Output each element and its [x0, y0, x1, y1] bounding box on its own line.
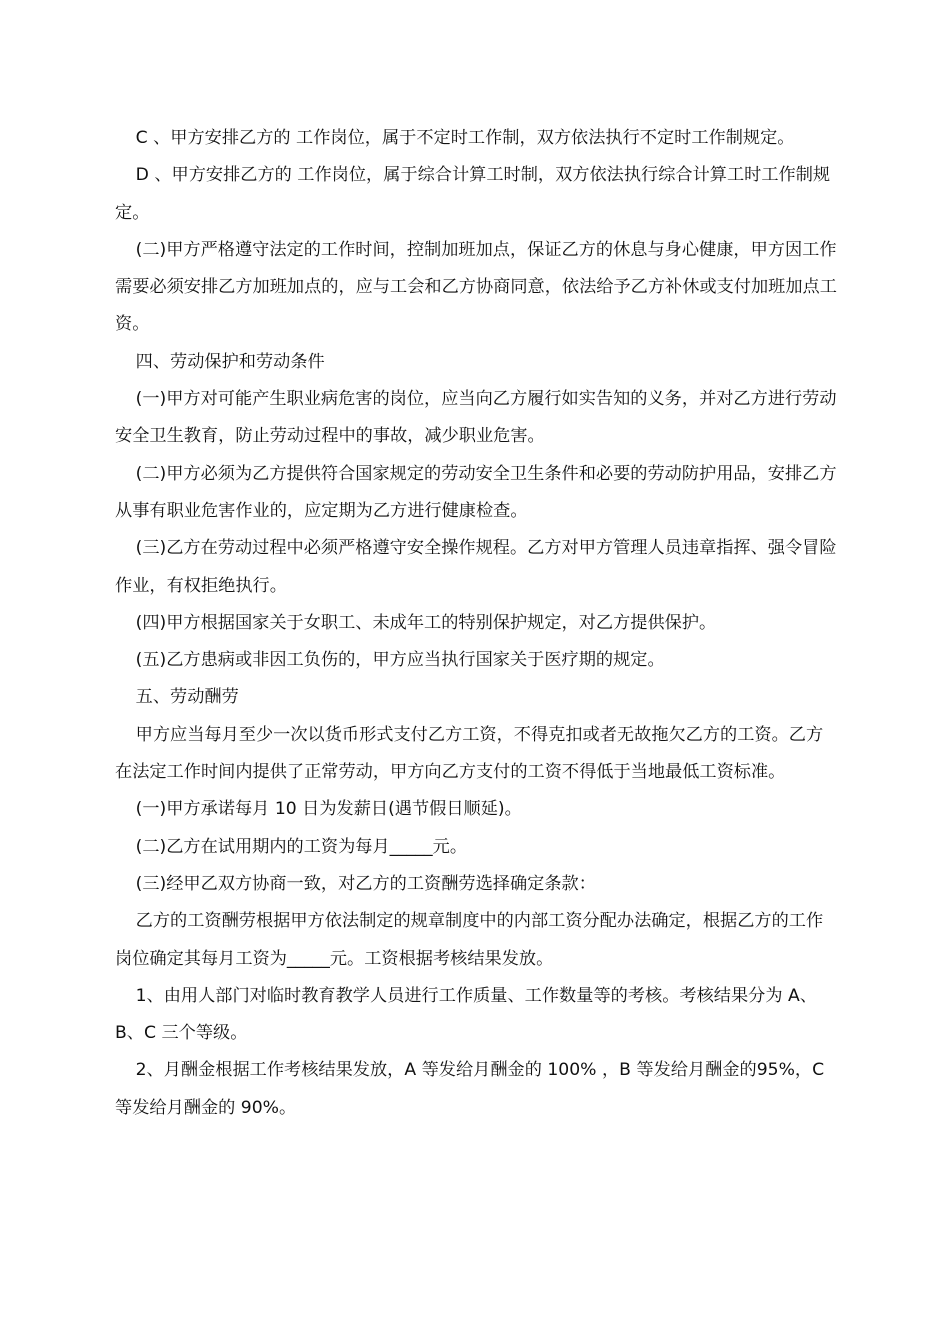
- paragraph-wage-clause: (三)经甲乙双方协商一致，对乙方的工资酬劳选择确定条款：: [135, 873, 596, 894]
- paragraph-payday: (一)甲方承诺每月 10 日为发薪日(遇节假日顺延)。: [135, 799, 522, 820]
- paragraph-overtime: (二)甲方严格遵守法定的工作时间，控制加班加点，保证乙方的休息与身心健康，甲方因工作需要必须安排乙方加班加点的，应与工会和乙方协商同意，依法给予乙方补休或支付加班加点工资。: [115, 239, 837, 335]
- paragraph-probation-wage: (二)乙方在试用期内的工资为每月_____元。: [135, 836, 468, 857]
- document-body: [115, 120, 840, 1127]
- paragraph-pay-grades: 2、月酬金根据工作考核结果发放，A 等发给月酬金的 100% ，B 等发给月酬金的95%，C 等发给月酬金的 90%。: [115, 1060, 825, 1118]
- paragraph-protection-2: (二)甲方必须为乙方提供符合国家规定的劳动安全卫生条件和必要的劳动防护用品，安排乙方从事有职业危害作业的，应定期为乙方进行健康检查。: [115, 463, 837, 521]
- paragraph-protection-1: (一)甲方对可能产生职业病危害的岗位，应当向乙方履行如实告知的义务，并对乙方进行劳动安全卫生教育，防止劳动过程中的事故，减少职业危害。: [115, 389, 837, 447]
- paragraph-assessment: 1、由用人部门对临时教育教学人员进行工作质量、工作数量等的考核。考核结果分为 A、B、C 三个等级。: [115, 985, 817, 1044]
- paragraph-protection-5: (五)乙方患病或非因工负伤的，甲方应当执行国家关于医疗期的规定。: [135, 650, 665, 671]
- paragraph-clause-d: D 、甲方安排乙方的 工作岗位，属于综合计算工时制，双方依法执行综合计算工时工作制规定。: [115, 165, 831, 223]
- paragraph-protection-3: (三)乙方在劳动过程中必须严格遵守安全操作规程。乙方对甲方管理人员违章指挥、强令冒险作业，有权拒绝执行。: [115, 538, 837, 596]
- paragraph-wage-payment: 甲方应当每月至少一次以货币形式支付乙方工资，不得克扣或者无故拖欠乙方的工资。乙方在法定工作时间内提供了正常劳动，甲方向乙方支付的工资不得低于当地最低工资标准。: [115, 724, 824, 783]
- paragraph-protection-4: (四)甲方根据国家关于女职工、未成年工的特别保护规定，对乙方提供保护。: [135, 612, 717, 633]
- paragraph-monthly-wage: 乙方的工资酬劳根据甲方依法制定的规章制度中的内部工资分配办法确定，根据乙方的工作岗位确定其每月工资为_____元。工资根据考核结果发放。: [115, 911, 824, 969]
- paragraph-clause-c: C 、甲方安排乙方的 工作岗位，属于不定时工作制，双方依法执行不定时工作制规定。: [135, 128, 795, 148]
- section-heading-labor-protection: 四、劳动保护和劳动条件: [135, 351, 325, 372]
- section-heading-remuneration: 五、劳动酬劳: [135, 687, 239, 708]
